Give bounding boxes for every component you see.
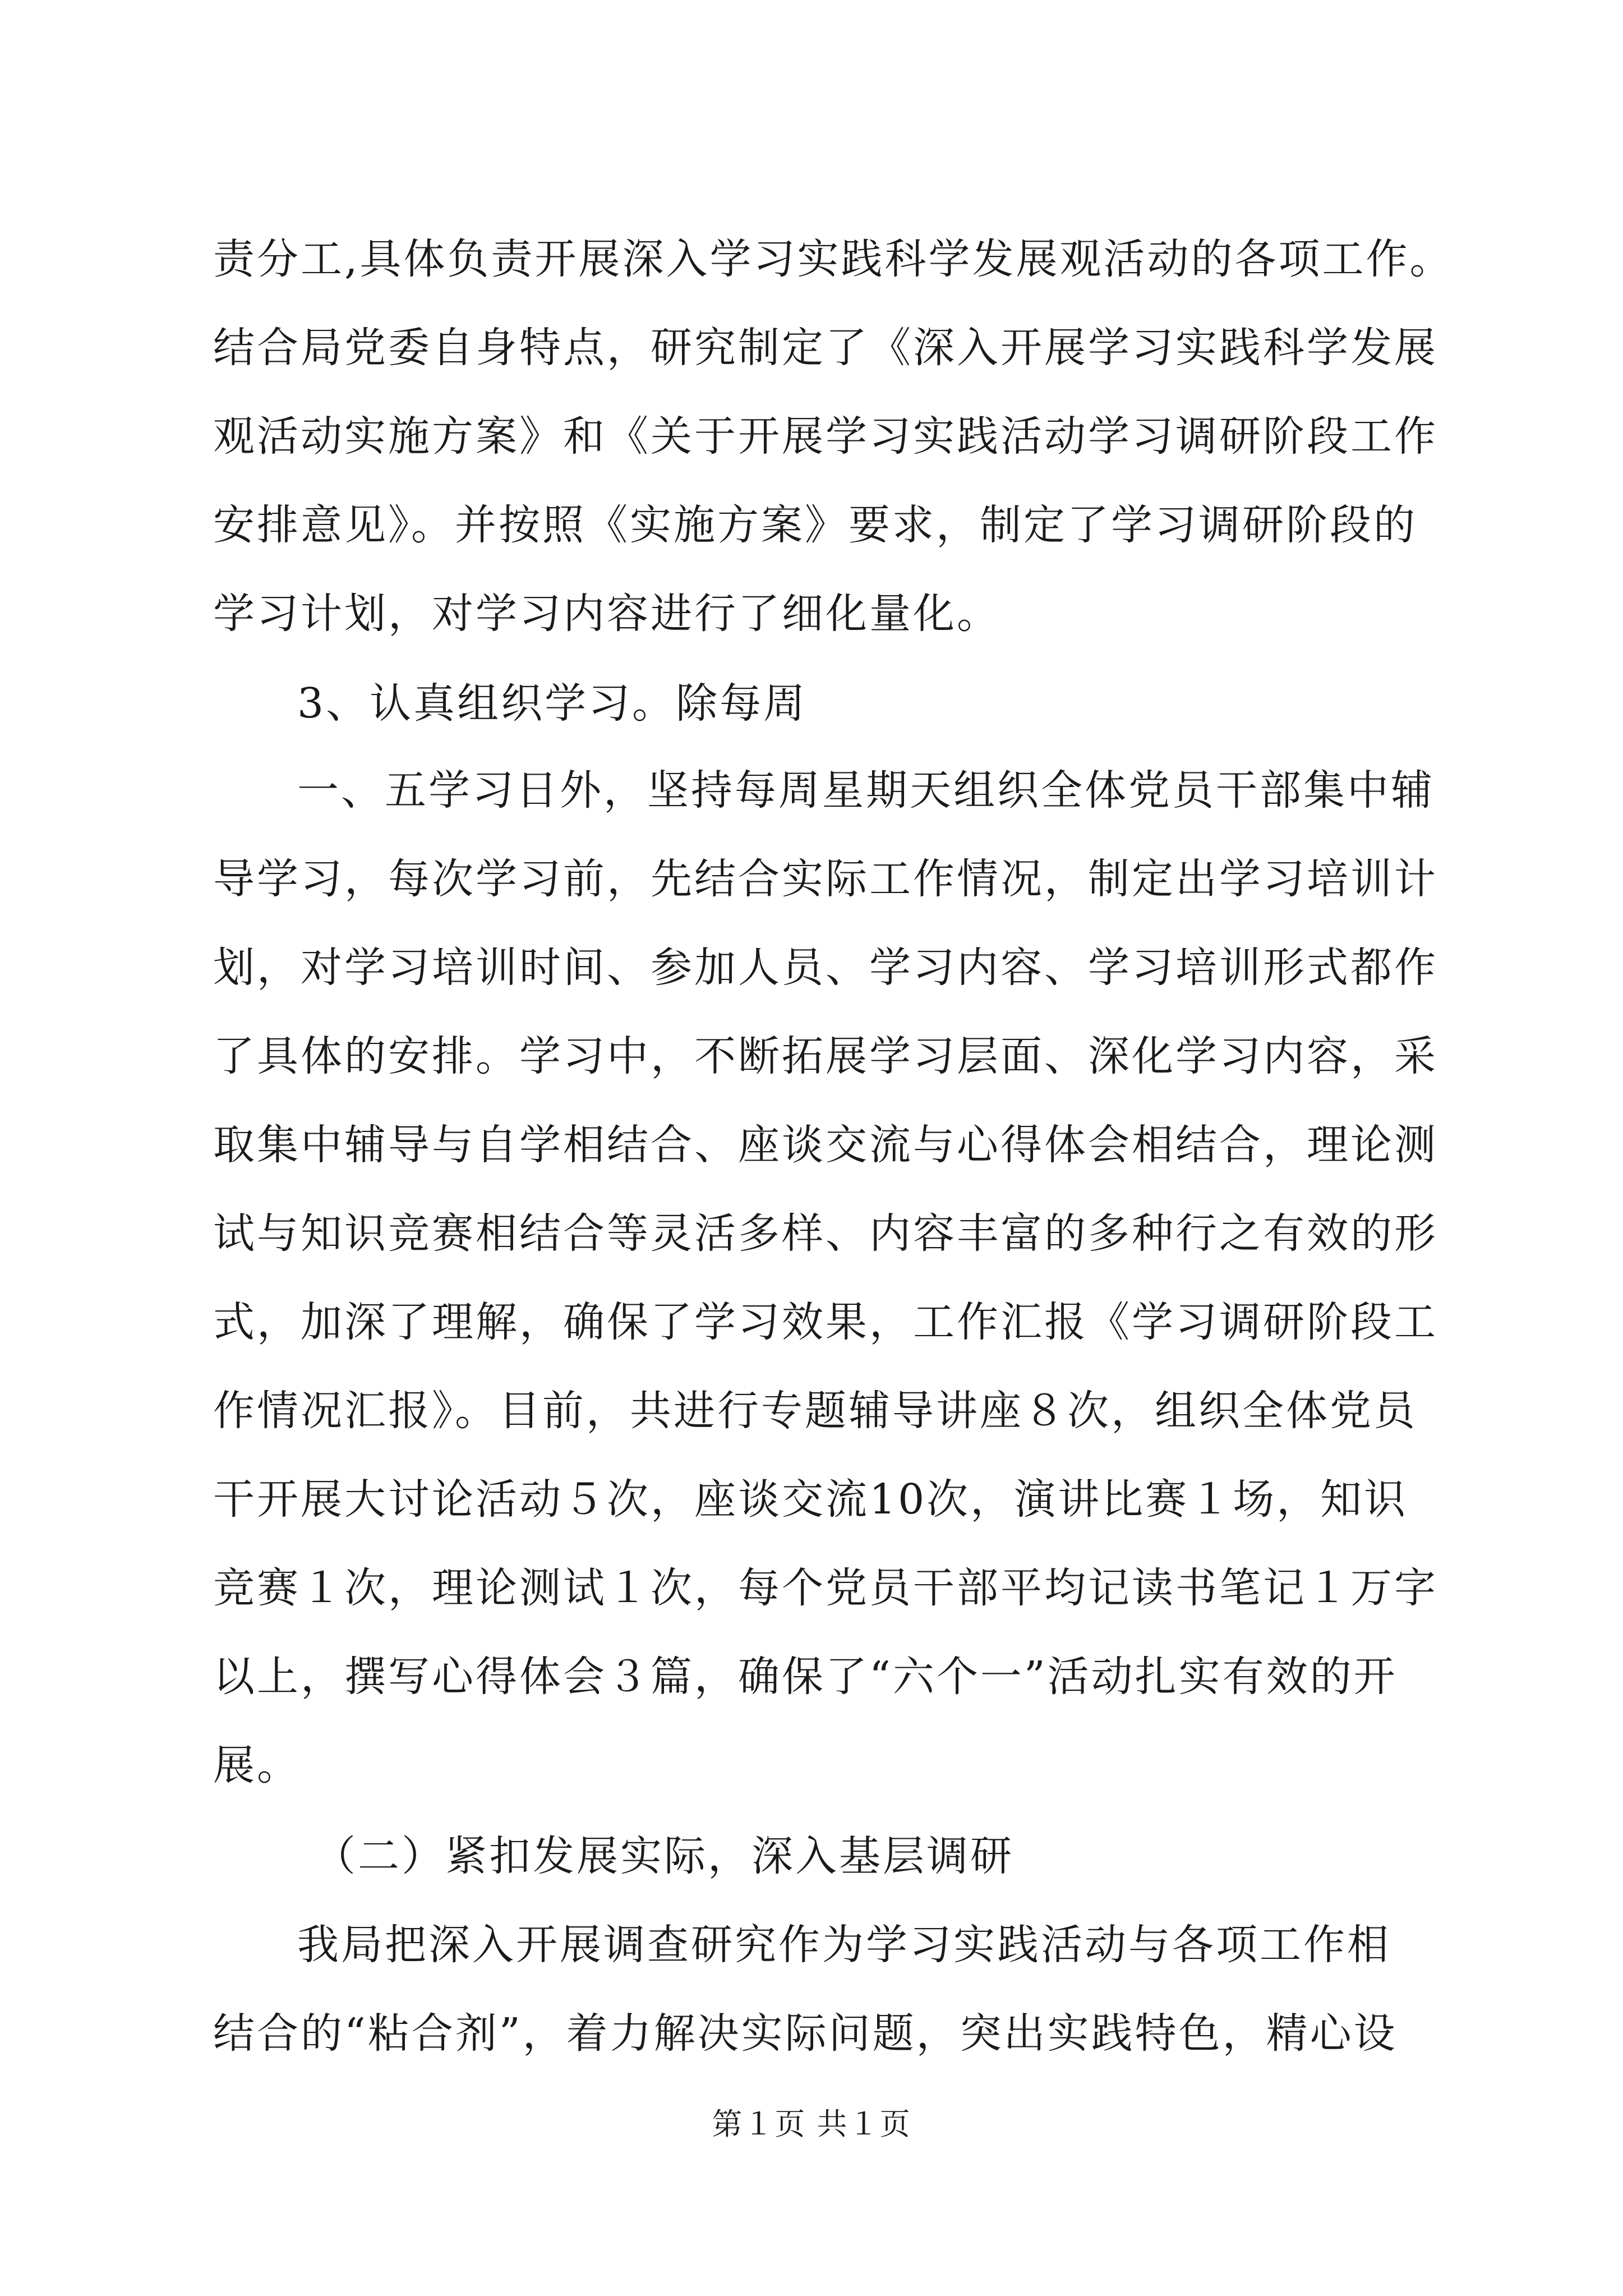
text-line: 结合局党委自身特点，研究制定了《深入开展学习实践科学发展 [213, 324, 1438, 372]
text-line: 结合的“粘合剂”，着力解决实际问题，突出实践特色，精心设 [213, 2009, 1398, 2058]
text-line: 责分工,具体负责开展深入学习实践科学发展观活动的各项工作。 [213, 235, 1454, 283]
text-line: 学习计划，对学习内容进行了细化量化。 [213, 590, 1000, 638]
text-line: 取集中辅导与自学相结合、座谈交流与心得体会相结合，理论测 [213, 1121, 1438, 1169]
text-line: 安排意见》。并按照《实施方案》要求，制定了学习调研阶段的 [213, 501, 1417, 549]
text-line: 划，对学习培训时间、参加人员、学习内容、学习培训形式都作 [213, 944, 1438, 992]
paragraph-start: 我局把深入开展调查研究作为学习实践活动与各项工作相 [297, 1921, 1391, 1969]
text-line: 试与知识竞赛相结合等灵活多样、内容丰富的多种行之有效的形 [213, 1209, 1438, 1258]
text-line: 竞赛１次，理论测试１次，每个党员干部平均记读书笔记１万字 [213, 1564, 1438, 1612]
text-line: 式，加深了理解，确保了学习效果，工作汇报《学习调研阶段工 [213, 1298, 1438, 1346]
text-line: 干开展大讨论活动５次，座谈交流10次，演讲比赛１场，知识 [213, 1475, 1408, 1524]
text-line: 以上，撰写心得体会３篇，确保了“六个一”活动扎实有效的开 [213, 1653, 1398, 1701]
section-heading: 3、认真组织学习。除每周 [297, 679, 808, 728]
text-line: 导学习，每次学习前，先结合实际工作情况，制定出学习培训计 [213, 855, 1438, 903]
text-line: 了具体的安排。学习中，不断拓展学习层面、深化学习内容，采 [213, 1032, 1438, 1080]
text-line: 展。 [213, 1741, 301, 1789]
text-line: 观活动实施方案》和《关于开展学习实践活动学习调研阶段工作 [213, 412, 1438, 461]
text-line: 作情况汇报》。目前，共进行专题辅导讲座８次，组织全体党员 [213, 1387, 1417, 1435]
section-heading: （二）紧扣发展实际，深入基层调研 [314, 1832, 1014, 1880]
paragraph-start: 一、五学习日外，坚持每周星期天组织全体党员干部集中辅 [297, 766, 1435, 815]
page-footer: 第１页 共１页 [712, 2106, 911, 2142]
